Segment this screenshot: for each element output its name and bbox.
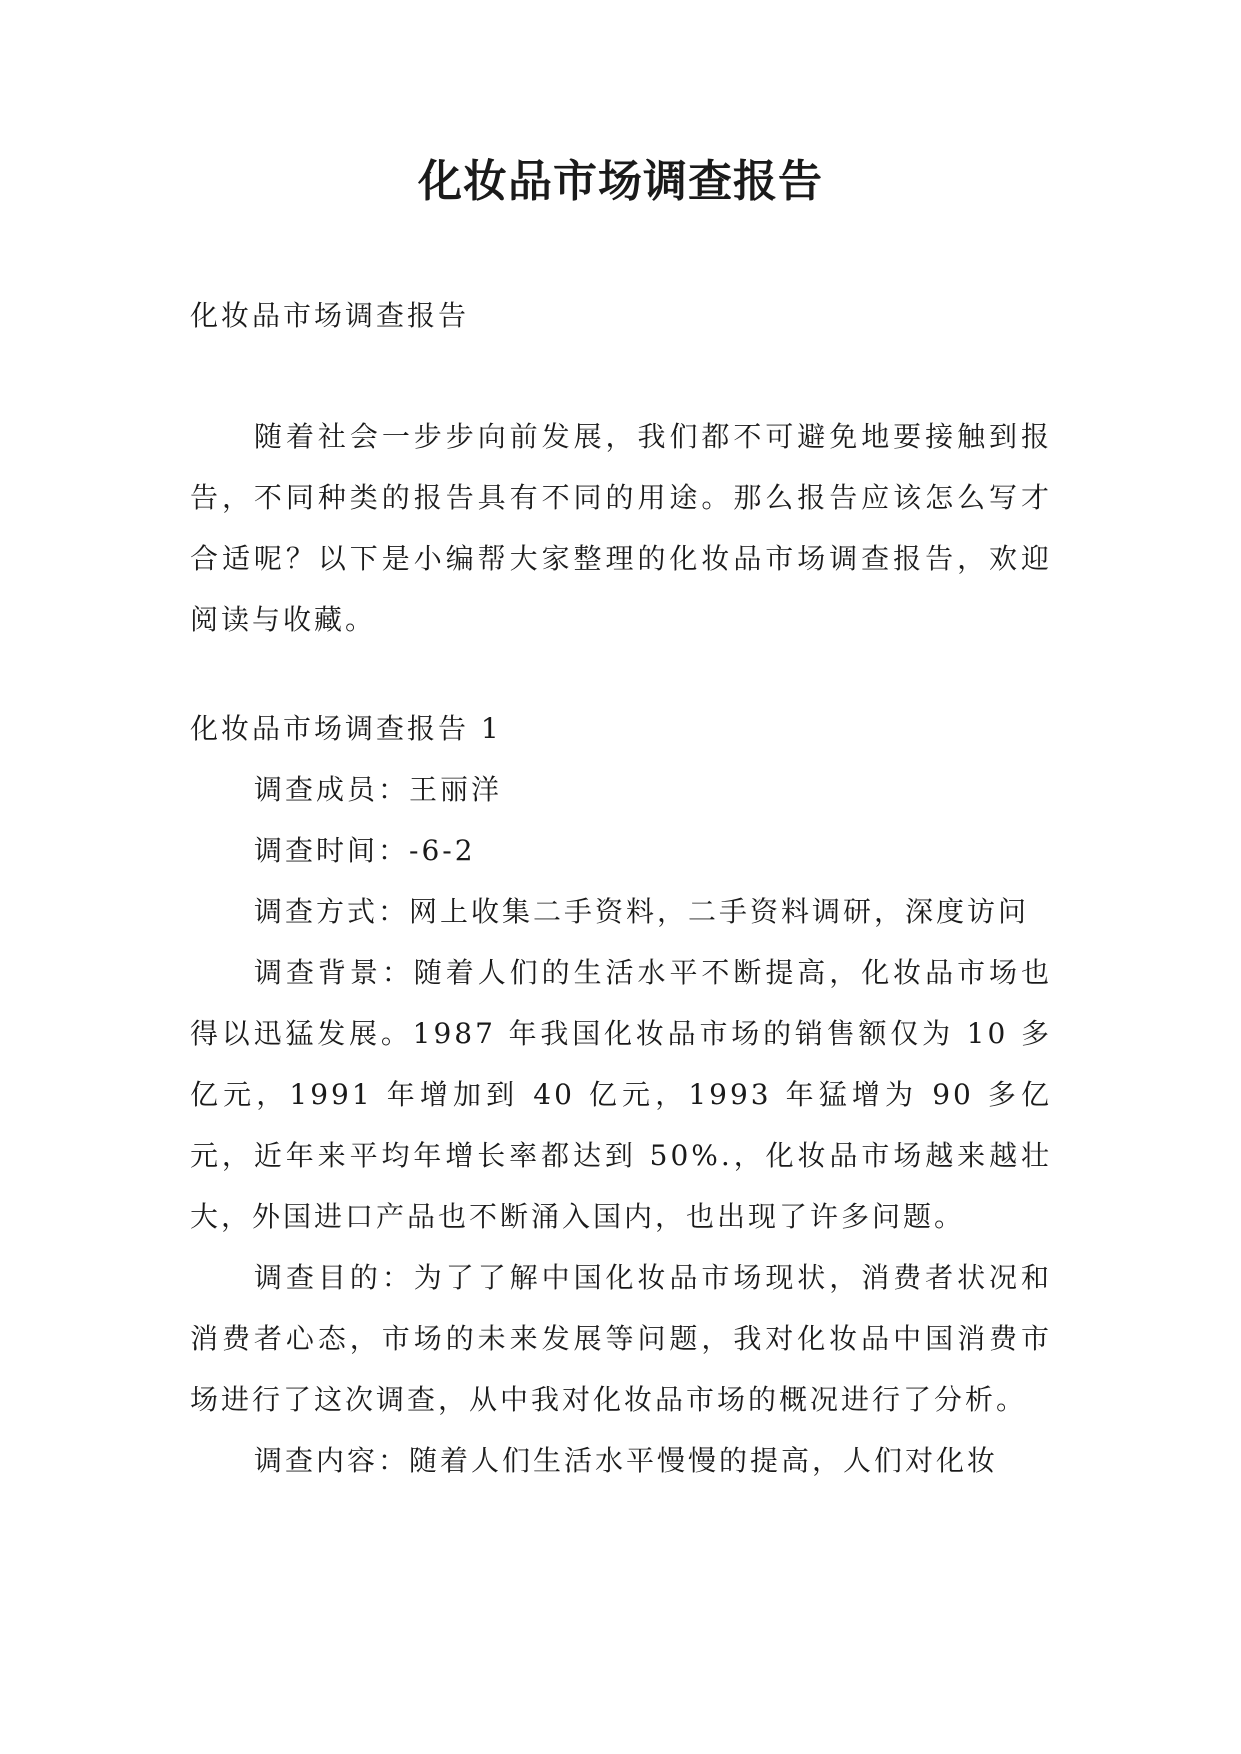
- survey-time: 调查时间：-6-2: [254, 834, 476, 867]
- section-heading: 化妆品市场调查报告 1: [190, 712, 502, 745]
- survey-method: 调查方式：网上收集二手资料，二手资料调研，深度访问: [254, 895, 1030, 928]
- document-title: 化妆品市场调查报告: [418, 156, 823, 207]
- intro-paragraph: 随着社会一步步向前发展，我们都不可避免地要接触到报告，不同种类的报告具有不同的用途。那么报告应该怎么写才合适呢？以下是小编帮大家整理的化妆品市场调查报告，欢迎阅读与收藏。: [190, 420, 1052, 636]
- survey-members: 调查成员：王丽洋: [254, 773, 503, 806]
- survey-purpose: 调查目的：为了了解中国化妆品市场现状，消费者状况和消费者心态，市场的未来发展等问题，我对化妆品中国消费市场进行了这次调查，从中我对化妆品市场的概况进行了分析。: [190, 1261, 1052, 1416]
- survey-content: 调查内容：随着人们生活水平慢慢的提高，人们对化妆: [254, 1444, 999, 1477]
- survey-background: 调查背景：随着人们的生活水平不断提高，化妆品市场也得以迅猛发展。1987 年我国化妆品市场的销售额仅为 10 多亿元，1991 年增加到 40 亿元，1993 年猛增为 90 多亿元，近年来平均年增长率都达到 50%.，化妆品市场越来越壮大，外国进口产品也不断涌入国内，也出现了许多问题。: [190, 956, 1052, 1233]
- document-body: [190, 285, 1052, 1491]
- document-subtitle: 化妆品市场调查报告: [190, 299, 470, 332]
